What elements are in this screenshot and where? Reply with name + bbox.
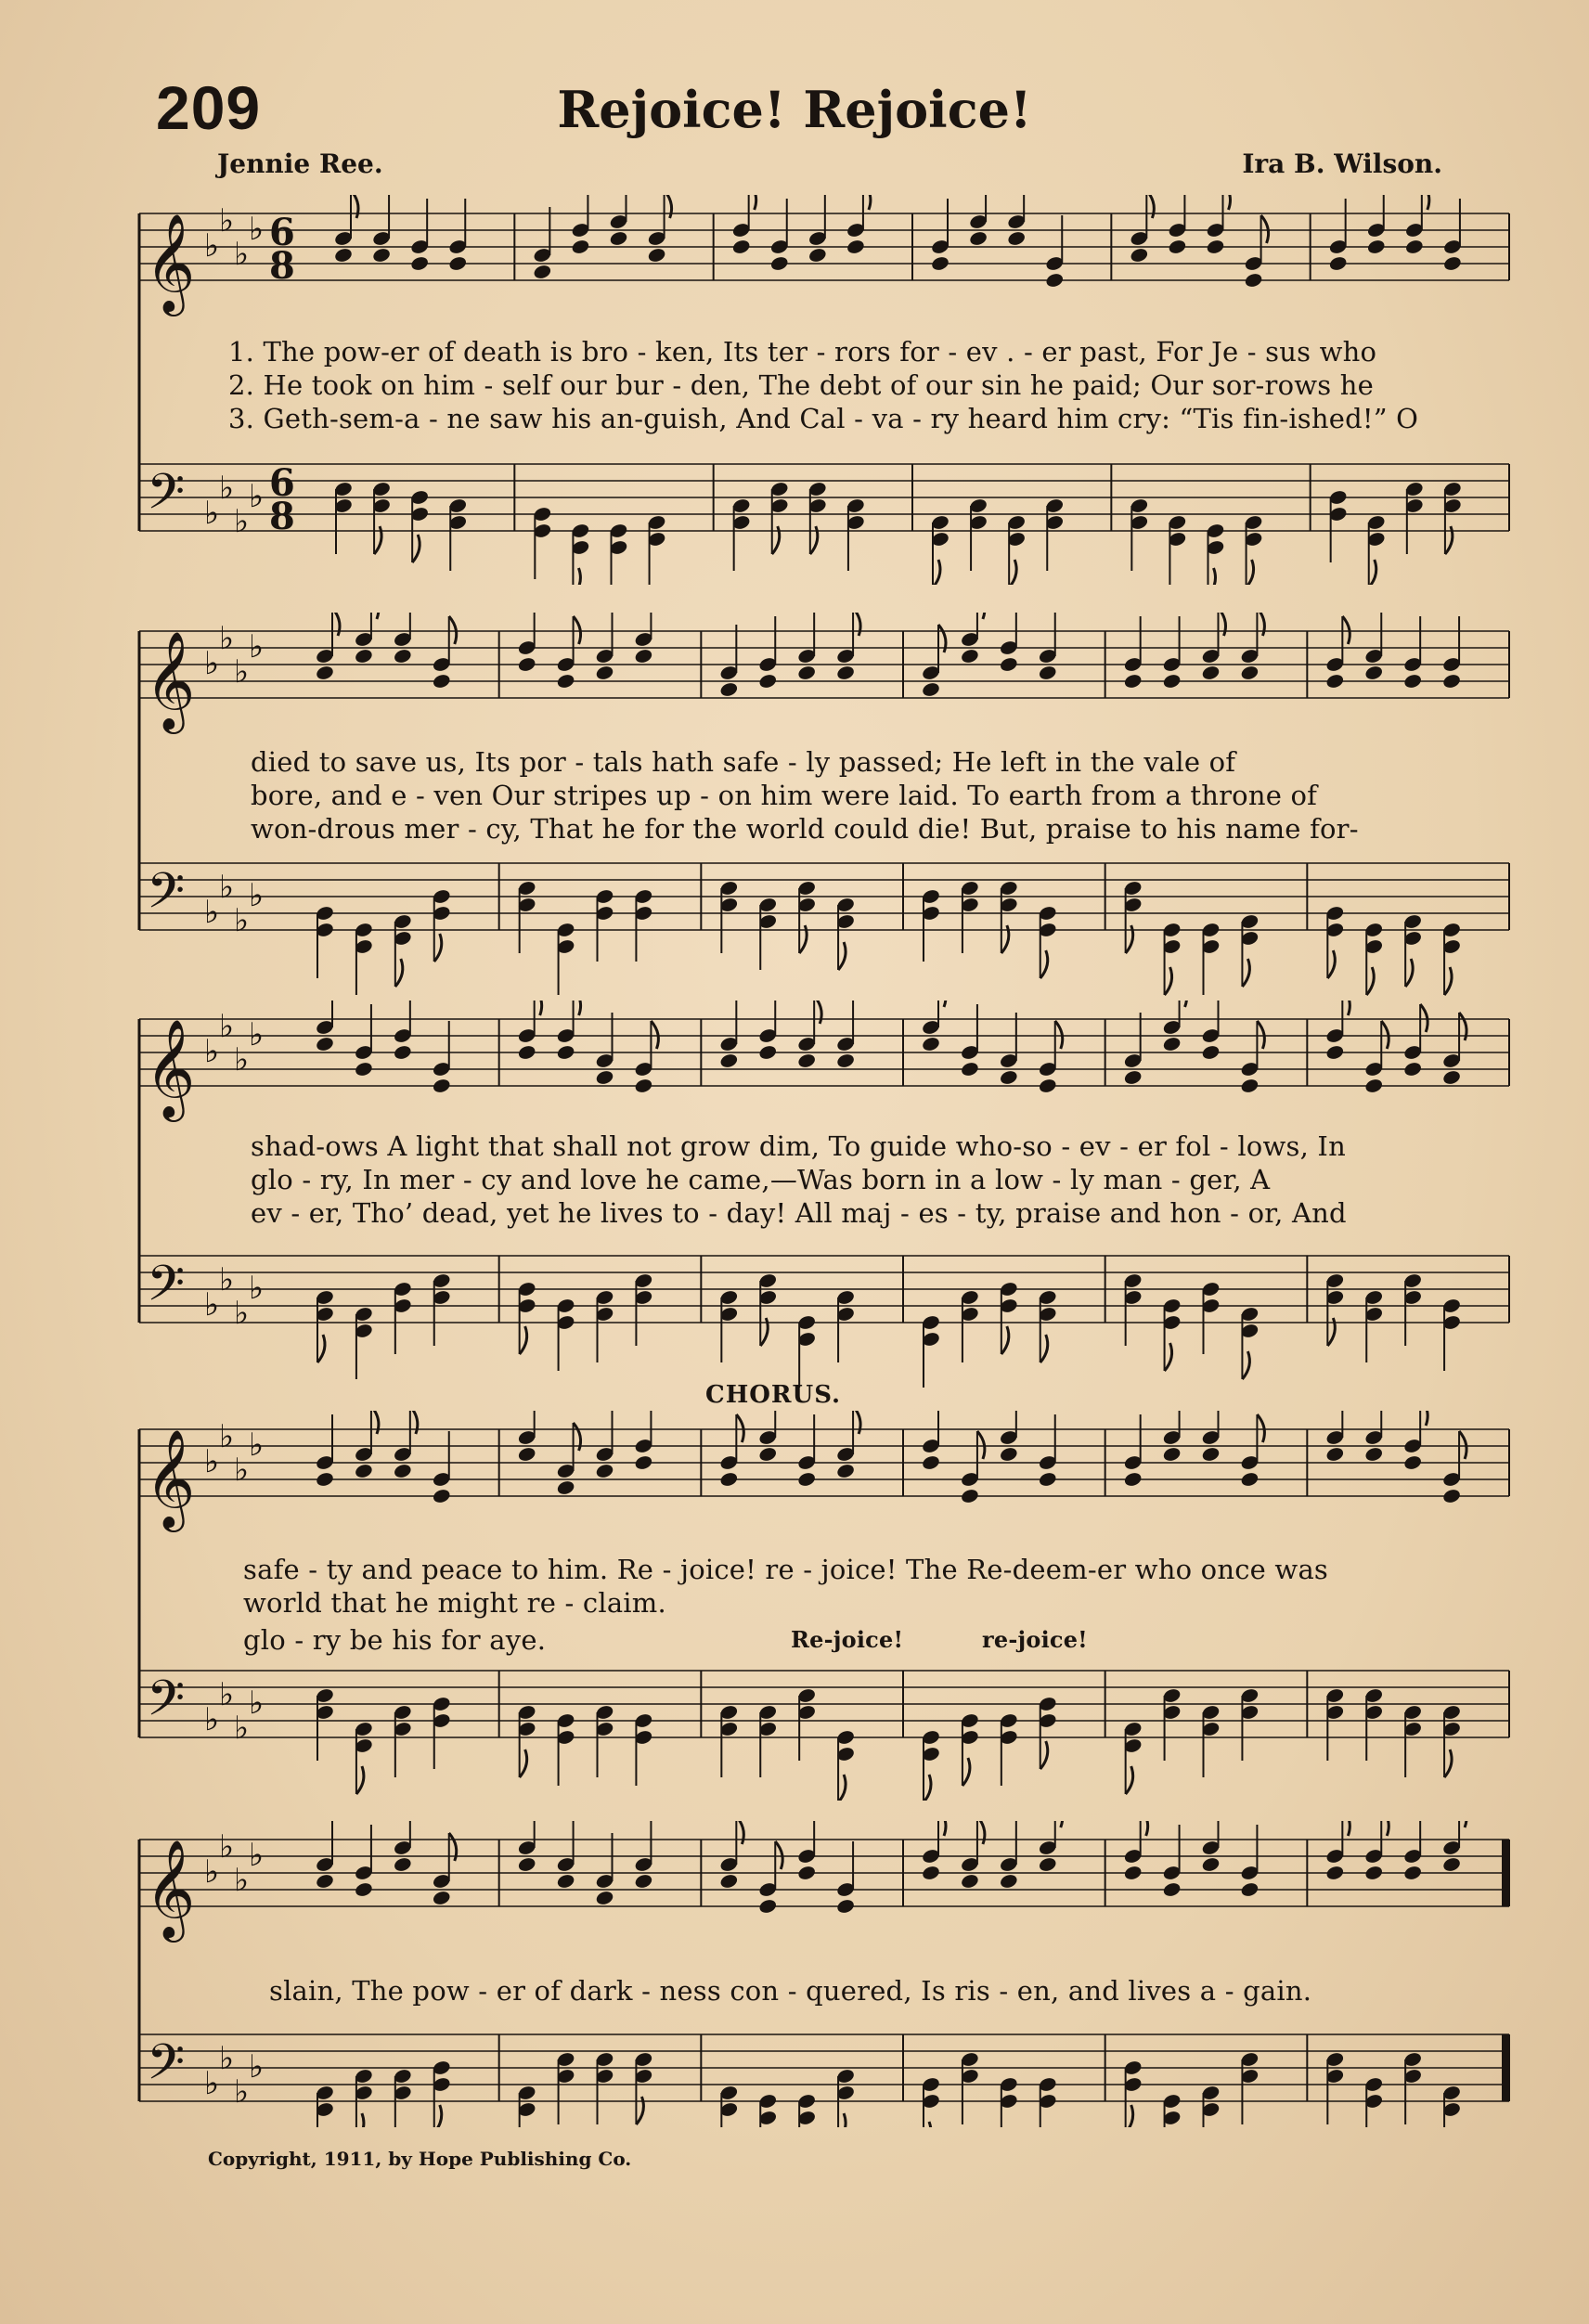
note-flag: [838, 942, 846, 970]
note-head: [371, 247, 391, 264]
note-flag: [356, 1766, 364, 1794]
note-flag: [410, 1411, 418, 1434]
hymn-number: 209: [156, 73, 262, 142]
note-flag: [938, 1821, 946, 1836]
note-head: [960, 1488, 979, 1504]
flat-icon: ♭: [234, 653, 250, 691]
note-flag: [924, 1775, 931, 1801]
note-flag: [962, 1758, 970, 1786]
note-head: [393, 1044, 412, 1061]
note-head: [1201, 1044, 1221, 1061]
note-flag: [520, 1749, 527, 1777]
note-head: [796, 1471, 816, 1488]
note-head: [517, 1856, 536, 1873]
lyricist-credit: Jennie Ree.: [217, 148, 383, 179]
flat-icon: ♭: [204, 1443, 220, 1480]
note-head: [609, 230, 628, 247]
note-head: [1038, 665, 1057, 681]
note-head: [647, 247, 666, 264]
note-head: [1402, 1454, 1422, 1471]
flat-icon: ♭: [234, 1041, 250, 1078]
bass-clef-icon: 𝄢: [147, 863, 186, 932]
note-head: [354, 1061, 373, 1078]
note-head: [1325, 1446, 1345, 1463]
flat-icon: ♭: [249, 1427, 265, 1464]
note-head: [719, 681, 739, 698]
note-flag: [1040, 950, 1048, 978]
treble-clef-icon: 𝄞: [145, 1428, 196, 1528]
note-flag: [838, 1775, 846, 1801]
note-flag: [1040, 1741, 1048, 1769]
note-head: [634, 1454, 653, 1471]
note-head: [758, 1898, 778, 1915]
flat-icon: ♭: [204, 227, 220, 265]
note-head: [1006, 230, 1026, 247]
flat-icon: ♭: [249, 1270, 265, 1307]
note-flag: [1009, 560, 1016, 585]
note-flag: [332, 613, 340, 636]
treble-clef-icon: 𝄞: [145, 630, 196, 729]
note-flag: [1327, 950, 1335, 978]
time-signature-numerator: 6: [269, 461, 295, 505]
note-head: [1364, 1446, 1384, 1463]
time-signature-denominator: 8: [269, 495, 295, 538]
flat-icon: ♭: [234, 503, 250, 540]
hymn-title: Rejoice! Rejoice!: [557, 80, 1032, 139]
note-flag: [520, 1326, 527, 1354]
note-head: [1130, 247, 1149, 264]
note-head: [921, 681, 940, 698]
note-head: [1038, 1078, 1057, 1094]
note-flag: [1242, 959, 1249, 987]
flat-icon: ♭: [204, 645, 220, 682]
note-head: [1162, 1881, 1182, 1898]
note-flag: [449, 616, 457, 644]
bass-clef-icon: 𝄢: [147, 1256, 186, 1324]
note-head: [571, 239, 590, 255]
flat-icon: ♭: [219, 1261, 235, 1298]
flat-icon: ♭: [219, 1676, 235, 1713]
note-flag: [1219, 613, 1226, 636]
flat-icon: ♭: [249, 1016, 265, 1053]
note-flag: [1180, 1001, 1187, 1007]
note-head: [1328, 255, 1348, 272]
staff-notation: [130, 1821, 1522, 2127]
note-flag: [1381, 1821, 1389, 1836]
note-head: [556, 673, 575, 690]
chorus-label: CHORUS.: [705, 1381, 842, 1409]
note-head: [1364, 1078, 1384, 1094]
note-head: [1123, 1865, 1143, 1881]
note-head: [517, 1044, 536, 1061]
flat-icon: ♭: [249, 1685, 265, 1722]
note-head: [432, 673, 451, 690]
note-flag: [356, 2113, 364, 2127]
note-head: [634, 1873, 653, 1890]
lyric-line: glo - ry be his for aye.: [243, 1624, 547, 1656]
note-head: [409, 255, 429, 272]
note-head: [719, 1052, 739, 1069]
note-head: [1038, 1856, 1057, 1873]
note-head: [556, 1044, 575, 1061]
note-head: [1244, 272, 1263, 289]
note-flag: [1257, 613, 1264, 636]
note-flag: [775, 1841, 782, 1869]
note-head: [1201, 665, 1221, 681]
note-flag: [924, 2122, 931, 2127]
flat-icon: ♭: [249, 877, 265, 914]
copyright-notice: Copyright, 1911, by Hope Publishing Co.: [208, 2148, 632, 2170]
staff-notation: [130, 1001, 1522, 1390]
note-flag: [434, 2105, 442, 2127]
time-signature-denominator: 8: [269, 244, 295, 288]
flat-icon: ♭: [234, 1295, 250, 1332]
note-head: [758, 1044, 778, 1061]
note-head: [835, 1052, 855, 1069]
note-flag: [573, 568, 580, 585]
note-head: [595, 665, 614, 681]
flat-icon: ♭: [204, 1033, 220, 1070]
lyric-line: shad-ows A light that shall not grow dim, To guide who-so - ev - er fol - lows, In: [251, 1130, 1346, 1162]
note-head: [1441, 1069, 1461, 1086]
final-barline: [1502, 1840, 1508, 1906]
note-flag: [853, 613, 860, 636]
note-head: [393, 1856, 412, 1873]
note-head: [556, 1479, 575, 1496]
note-flag: [977, 613, 985, 619]
flat-icon: ♭: [204, 2065, 220, 2102]
note-flag: [371, 1411, 379, 1434]
note-flag: [736, 1821, 743, 1844]
lyric-line: bore, and e - ven Our stripes up - on him were laid. To earth from a throne of: [251, 780, 1318, 811]
note-head: [634, 1078, 653, 1094]
note-head: [354, 648, 373, 665]
note-flag: [1223, 195, 1231, 210]
note-head: [393, 1463, 412, 1479]
note-flag: [535, 1001, 542, 1015]
note-flag: [1141, 1821, 1148, 1836]
note-flag: [1126, 1766, 1133, 1794]
note-head: [1162, 1036, 1182, 1052]
note-head: [448, 255, 468, 272]
note-head: [595, 1890, 614, 1906]
note-flag: [938, 1001, 946, 1007]
flat-icon: ♭: [249, 2048, 265, 2085]
time-signature-numerator: 6: [269, 211, 295, 254]
note-head: [595, 1069, 614, 1086]
note-head: [796, 665, 816, 681]
note-head: [432, 1890, 451, 1906]
note-head: [1123, 673, 1143, 690]
note-head: [1402, 1061, 1422, 1078]
note-head: [517, 656, 536, 673]
note-flag: [1381, 1021, 1389, 1049]
treble-clef-icon: 𝄞: [145, 1839, 196, 1938]
note-flag: [933, 560, 940, 585]
note-head: [758, 673, 778, 690]
note-head: [1045, 272, 1065, 289]
note-flag: [1422, 195, 1429, 210]
note-head: [1404, 239, 1424, 255]
lyric-line: died to save us, Its por - tals hath safe - ly passed; He left in the vale of: [251, 746, 1236, 778]
note-head: [315, 1471, 334, 1488]
note-head: [1402, 1865, 1422, 1881]
note-flag: [736, 1414, 743, 1442]
note-head: [1364, 665, 1384, 681]
note-head: [960, 1873, 979, 1890]
note-head: [1038, 1471, 1057, 1488]
lyric-line: 3. Geth-sem-a - ne saw his an-guish, And Cal - va - ry heard him cry: “Tis fin-ished!” O: [228, 403, 1419, 434]
note-flag: [1257, 1414, 1264, 1442]
note-flag: [1261, 215, 1269, 243]
note-flag: [853, 1411, 860, 1434]
note-flag: [1146, 195, 1154, 218]
note-flag: [1247, 560, 1254, 585]
note-head: [758, 1446, 778, 1463]
flat-icon: ♭: [249, 478, 265, 515]
note-head: [921, 1865, 940, 1881]
note-head: [1201, 1446, 1221, 1463]
note-head: [432, 1488, 451, 1504]
note-head: [796, 1052, 816, 1069]
note-head: [835, 1898, 855, 1915]
note-flag: [1444, 1749, 1452, 1777]
note-head: [333, 247, 353, 264]
note-head: [807, 247, 827, 264]
note-head: [595, 1463, 614, 1479]
flat-icon: ♭: [249, 628, 265, 665]
flat-icon: ♭: [234, 1862, 250, 1899]
flat-icon: ♭: [249, 211, 265, 248]
note-head: [432, 1078, 451, 1094]
flat-icon: ♭: [249, 1837, 265, 1874]
note-head: [1442, 255, 1462, 272]
lyric-line: world that he might re - claim.: [243, 1587, 666, 1619]
note-head: [968, 230, 988, 247]
note-head: [1123, 1069, 1143, 1086]
note-flag: [665, 195, 672, 218]
note-flag: [1459, 1821, 1466, 1827]
note-head: [1441, 1856, 1461, 1873]
flat-icon: ♭: [234, 1452, 250, 1489]
flat-icon: ♭: [219, 1008, 235, 1045]
note-flag: [574, 1001, 581, 1015]
note-head: [1206, 239, 1225, 255]
treble-clef-icon: 𝄞: [145, 213, 196, 312]
flat-icon: ♭: [204, 495, 220, 532]
note-flag: [1242, 1351, 1249, 1379]
note-flag: [814, 1001, 821, 1024]
note-head: [315, 1873, 334, 1890]
note-head: [769, 255, 789, 272]
note-head: [960, 1061, 979, 1078]
note-flag: [1369, 560, 1376, 585]
note-head: [1162, 673, 1182, 690]
note-head: [1325, 1865, 1345, 1881]
note-flag: [1405, 959, 1413, 987]
note-flag: [1055, 1821, 1063, 1827]
lyric-line: slain, The pow - er of dark - ness con - quered, Is ris - en, and lives a - gain.: [269, 1975, 1312, 2007]
note-flag: [1420, 1004, 1428, 1032]
lyric-line: glo - ry, In mer - cy and love he came,—Was born in a low - ly man - ger, A: [251, 1164, 1271, 1195]
note-flag: [1165, 967, 1172, 995]
note-head: [1441, 1488, 1461, 1504]
echo-word: re-joice!: [982, 1626, 1088, 1653]
note-head: [719, 1873, 739, 1890]
note-flag: [1342, 1001, 1350, 1015]
note-flag: [1366, 967, 1374, 995]
note-head: [999, 1446, 1018, 1463]
note-flag: [434, 934, 442, 962]
note-flag: [1342, 616, 1350, 644]
flat-icon: ♭: [219, 620, 235, 657]
note-flag: [395, 959, 403, 987]
note-head: [1325, 673, 1345, 690]
note-flag: [1040, 1335, 1048, 1362]
note-flag: [863, 195, 871, 210]
lyric-line: won-drous mer - cy, That he for the world could die! But, praise to his name for-: [251, 813, 1359, 845]
note-head: [517, 1446, 536, 1463]
note-head: [921, 1454, 940, 1471]
note-flag: [651, 1021, 658, 1049]
flat-icon: ♭: [234, 902, 250, 939]
note-head: [835, 1463, 855, 1479]
note-head: [1240, 665, 1260, 681]
note-flag: [1001, 1326, 1009, 1354]
note-flag: [1055, 1021, 1063, 1049]
flat-icon: ♭: [219, 869, 235, 906]
note-head: [1325, 1044, 1345, 1061]
note-flag: [317, 1335, 325, 1362]
note-head: [1240, 1078, 1260, 1094]
note-head: [719, 1471, 739, 1488]
note-head: [960, 648, 979, 665]
flat-icon: ♭: [204, 1701, 220, 1738]
note-head: [921, 1036, 940, 1052]
note-flag: [412, 535, 420, 562]
note-flag: [1165, 1343, 1172, 1371]
note-head: [999, 1873, 1018, 1890]
note-head: [835, 665, 855, 681]
note-head: [315, 665, 334, 681]
note-head: [1201, 1856, 1221, 1873]
flat-icon: ♭: [219, 1828, 235, 1866]
note-flag: [1420, 1411, 1428, 1426]
note-head: [1366, 239, 1386, 255]
note-flag: [1459, 1431, 1466, 1459]
echo-word: Re-joice!: [791, 1626, 904, 1653]
note-head: [1402, 673, 1422, 690]
final-barline: [1502, 2034, 1508, 2101]
lyric-line: 1. The pow-er of death is bro - ken, Its ter - rors for - ev . - er past, For Je - sus who: [228, 336, 1377, 368]
note-head: [1168, 239, 1187, 255]
note-head: [930, 255, 950, 272]
bass-clef-icon: 𝄢: [147, 464, 186, 533]
note-head: [999, 1069, 1018, 1086]
flat-icon: ♭: [204, 1853, 220, 1891]
lyric-line: ev - er, Tho’ dead, yet he lives to - day! All maj - es - ty, praise and hon - or, And: [251, 1197, 1347, 1229]
note-flag: [574, 616, 581, 644]
note-head: [1441, 673, 1461, 690]
note-head: [556, 1873, 575, 1890]
flat-icon: ♭: [219, 202, 235, 239]
bass-clef-icon: 𝄢: [147, 2034, 186, 2103]
note-head: [354, 1881, 373, 1898]
note-head: [1123, 1471, 1143, 1488]
flat-icon: ♭: [219, 470, 235, 507]
lyric-line: safe - ty and peace to him. Re - joice! re - joice! The Re-deem-er who once was: [243, 1554, 1329, 1585]
flat-icon: ♭: [234, 2073, 250, 2111]
flat-icon: ♭: [219, 2040, 235, 2077]
note-head: [354, 1463, 373, 1479]
note-head: [533, 264, 552, 280]
flat-icon: ♭: [219, 1418, 235, 1455]
note-flag: [1342, 1821, 1350, 1836]
note-head: [1240, 1881, 1260, 1898]
bass-clef-icon: 𝄢: [147, 1671, 186, 1739]
flat-icon: ♭: [234, 1710, 250, 1747]
note-flag: [351, 195, 358, 218]
note-flag: [1444, 967, 1452, 995]
flat-icon: ♭: [234, 236, 250, 273]
note-head: [1162, 1446, 1182, 1463]
note-head: [731, 239, 751, 255]
flat-icon: ♭: [204, 1286, 220, 1323]
note-flag: [749, 195, 756, 210]
note-flag: [977, 1821, 985, 1844]
lyric-line: 2. He took on him - self our bur - den, The debt of our sin he paid; Our sor-rows he: [228, 369, 1375, 401]
note-flag: [1208, 568, 1216, 585]
note-flag: [838, 2113, 846, 2127]
note-head: [1240, 1471, 1260, 1488]
flat-icon: ♭: [204, 894, 220, 931]
note-flag: [1126, 2105, 1133, 2127]
note-head: [634, 648, 653, 665]
note-flag: [371, 613, 379, 619]
note-flag: [977, 1431, 985, 1459]
note-head: [796, 1865, 816, 1881]
treble-clef-icon: 𝄞: [145, 1018, 196, 1117]
note-head: [846, 239, 865, 255]
note-flag: [1257, 1021, 1264, 1049]
composer-credit: Ira B. Wilson.: [1242, 148, 1442, 179]
note-head: [315, 1036, 334, 1052]
note-head: [393, 648, 412, 665]
note-head: [1364, 1865, 1384, 1881]
note-head: [999, 656, 1018, 673]
